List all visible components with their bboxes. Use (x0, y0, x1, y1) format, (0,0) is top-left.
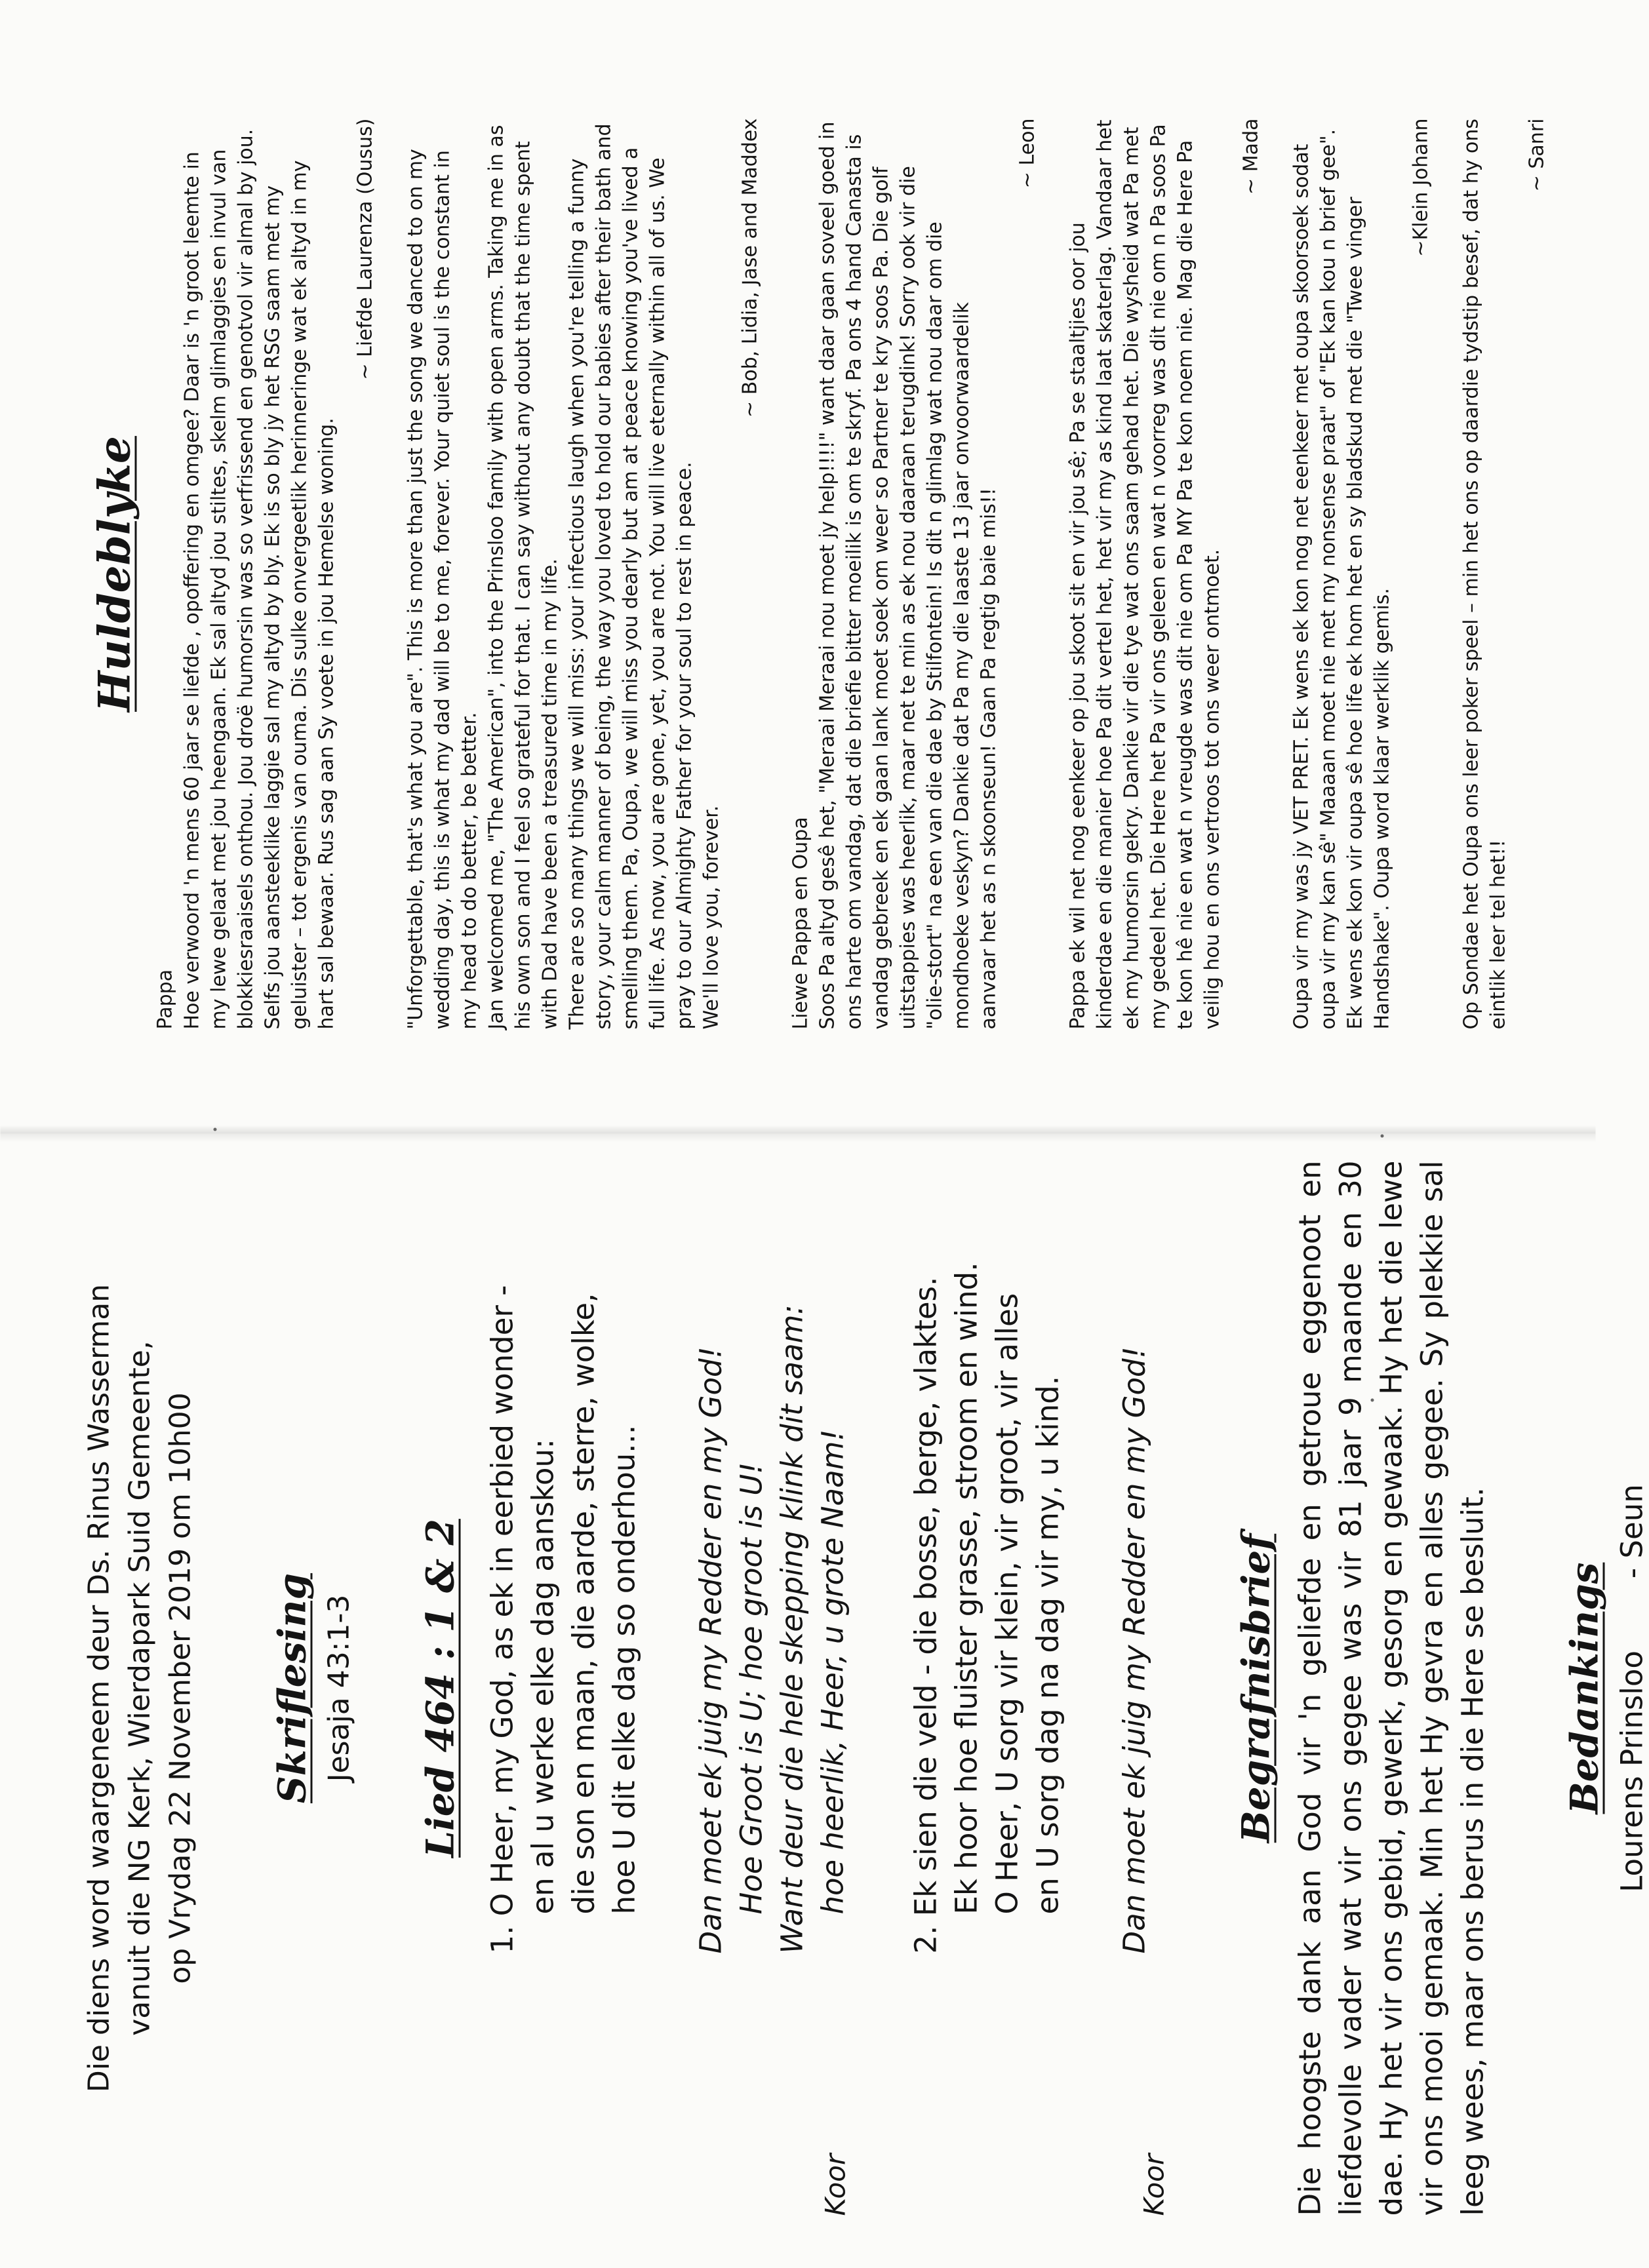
tribute-paragraph: Jan welcomed me, "The American", into the Prinsloo family with open arms. Taking me in as his own son and I feel so grateful for that. I can say without any doubt that the time spent with Dad have been a treasured time in my life. (485, 125, 561, 1029)
tribute-paragraph: There are so many things we will miss: your infectious laugh when you're telling a funny story, your calm manner of being, the way you loved to hold our babies after their bath and smelling them. Pa, Oupa, we will miss you dearly but am at peace knowing you've lived a full life. As now, you are gone, yet, you are not. You will live eternally within all of us. We pray to our Almighty Father for your soul to rest in peace. (565, 123, 696, 1029)
hymn-line: Hoe Groot is U; hoe groot is U! (734, 1462, 768, 1914)
chorus-label: Koor (819, 2153, 851, 2216)
tribute-block (1458, 118, 1550, 1029)
intro-line: Die diens word waargeneem deur Ds. Rinus Wasserman (82, 1283, 115, 2092)
tribute-paragraph: Pappa (153, 969, 176, 1029)
scan-speck (213, 1127, 216, 1131)
tribute-block (787, 118, 1041, 1029)
tribute-block (402, 118, 763, 1029)
tribute-paragraph: "Unforgettable, that's what you are". This is more than just the song we danced to on my wedding day, this is what my dad will be to me, forever. Your quiet soul is the constant in my head to do better, be better. (404, 148, 481, 1029)
hymn-line: en U sorg dag na dag vir my, u kind. (1030, 1375, 1065, 1914)
thanks-heading: Bedankings (1562, 1562, 1606, 1814)
tribute-signature: ~ Mada (1239, 118, 1262, 195)
tribute-paragraph: We'll love you, forever. (700, 805, 723, 1029)
tribute-block (1064, 118, 1264, 1029)
hymn-line: 2. Ek sien die veld - die bosse, berge, vlaktes. (908, 1276, 943, 1953)
tribute-paragraph: Soos Pa altyd gesê het, "Meraai Meraai nou moet jy help!!!!" want daar gaan soveel goed in ons harte om vandag, dat die briefie bitter moeilik is om te skryf. Pa ons 4 hand Canasta is vandag gebreek en ek gaan lank moet soek om weer so Partner te kry soos Pa. Die golf uitstappies was heerlik, maar net te min as ek nou daaraan terugdink! Sorry ook vir die "olie-stort" na een van die dae by Stilfontein! Is dit n glimlag wat nou daar om die mondhoeke veskyn? Dankie dat Pa my die laaste 13 jaar onvoorwaardelik (816, 121, 973, 1029)
hymn-verse-2 (905, 1160, 1068, 2216)
tribute-signature: ~ Leon (1016, 118, 1039, 188)
tribute-paragraph: Op Sondae het Oupa ons leer poker speel – min het ons op daardie tydstip besef, dat hy ons eintlik leer tel het!! (1460, 118, 1509, 1029)
tribute-block (151, 118, 378, 1029)
hymn-heading: Lied 464 : 1 & 2 (418, 1518, 462, 1858)
tribute-block (1288, 118, 1434, 1029)
center-fold (0, 1125, 1595, 1142)
scan-speck (1380, 1134, 1383, 1137)
hymn-line: O Heer, U sorg vir klein, vir groot, vir alles (989, 1293, 1024, 1914)
thanks-role: - Seun (1614, 1483, 1649, 1578)
tribute-paragraph: Pappa ek wil net nog eenkeer op jou skoot sit en vir jou sê; Pa se staaltjies oor jou kinderdae en die manier hoe Pa dit vertel het, het vir my as kind laat skaterlag. Vandaar het ek my humorsin gekry. Dankie vir die tye wat ons saam gehad het. Die wysheid wat Pa met my gedeel het. Die Here het Pa vir ons geleen en wat n voorreg was dit nie om n Pa soos Pa te kon hê nie en wat n vreugde was dit nie om Pa MY Pa te kon noem nie. Mag die Here Pa veilig hou en ons vertroos tot ons weer ontmoet. (1066, 119, 1223, 1029)
tributes-heading: Huldeblyke (89, 435, 140, 712)
hymn-line: Dan moet ek juig my Redder en my God! (1117, 1346, 1151, 1953)
letter-heading: Begrafnisbrief (1233, 1533, 1278, 1843)
hymn-line: 1. O Heer, my God, as ek in eerbied wonder - (485, 1285, 519, 1953)
reading-reference: Jesaja 43:1-3 (322, 1594, 355, 1782)
hymn-line: hoe heerlik, Heer, u grote Naam! (815, 1428, 850, 1914)
tribute-signature: ~ Sanri (1525, 118, 1548, 191)
tribute-list (151, 118, 1550, 1029)
thanks-name: Lourens Prinsloo (1614, 1650, 1649, 1892)
chorus-label: Koor (1138, 2153, 1170, 2216)
chorus-2 (1114, 1160, 1170, 2216)
tributes-page (89, 118, 1550, 1029)
thanks-line (1614, 1160, 1649, 2216)
reading-heading: Skriflesing (269, 1573, 314, 1803)
tribute-paragraph: aanvaar het as n skoonseun! Gaan Pa regtig baie mis!! (977, 487, 1000, 1029)
hymn-line: Want deur die hele skepping klink dit saam: (774, 1304, 809, 1953)
hymn-line: Dan moet ek juig my Redder en my God! (693, 1346, 728, 1953)
chorus-1 (690, 1160, 853, 2216)
tribute-signature: ~Klein Johann (1409, 118, 1432, 257)
hymn-line: die son en maan, die aarde, sterre, wolke, (566, 1293, 601, 1914)
tribute-signature: ~ Liefde Laurenza (Ousus) (353, 118, 376, 380)
service-intro (79, 1160, 201, 2216)
hymn-line: hoe U dit elke dag so onderhou... (606, 1424, 641, 1914)
letter-text: Die hoogste dank aan God vir 'n geliefde en getroue eggenoot en liefdevolle vader wat vir ons gegee was vir 81 jaar 9 maande en 30 dae. Hy het vir ons gebid, gewerk, gesorg en gewaak. Hy het die lewe vir ons mooi gemaak. Min het Hy gevra en alles gegee. Sy plekkie sal leeg wees, maar ons berus in die Here se besluit. (1292, 1160, 1490, 2216)
intro-line: vanuit die NG Kerk, Wierdapark Suid Gemeente, (123, 1340, 156, 2036)
tribute-signature: ~ Bob, Lidia, Jase and Maddex (738, 118, 761, 418)
tribute-paragraph: Oupa vir my was jy VET PRET. Ek wens ek kon nog net eenkeer met oupa skoorsoek sodat oupa vir my kan sê" Maaaan moet nie met my nonsense praat" of "Ek kan kou n brief gee". Ek wens ek kon vir oupa sê hoe life ek hom het en sy bladskud met die "Twee vinger Handshake". Oupa word klaar werklik gemis. (1290, 128, 1393, 1029)
hymn-verse-1 (482, 1160, 645, 2216)
tribute-paragraph: Liewe Pappa en Oupa (789, 816, 812, 1029)
hymn-line: Ek hoor hoe fluister grasse, stroom en wind. (949, 1261, 983, 1914)
intro-line: op Vrydag 22 November 2019 om 10h00 (163, 1392, 197, 1984)
service-page (79, 1160, 1649, 2216)
tribute-paragraph: Hoe verwoord 'n mens 60 jaar se liefde , opoffering en omgee? Daar is 'n groot leemte in my lewe gelaat met jou heengaan. Ek sal altyd jou stiltes, skelm glimlaggies en invul van blokkiesraaisels onthou. Jou droë humorsin was so verfrissend en genotvol vir almal by jou. Selfs jou aansteeklike laggie sal my altyd by bly. Ek is so bly jy het RSG saam met my geluister – tot ergenis van ouma. Dis sulke onvergeetlik herinneringe wat ek altyd in my hart sal bewaar. Rus sag aan Sy voete in jou Hemelse woning. (180, 128, 338, 1029)
hymn-line: en al u werke elke dag aanskou: (525, 1438, 560, 1914)
